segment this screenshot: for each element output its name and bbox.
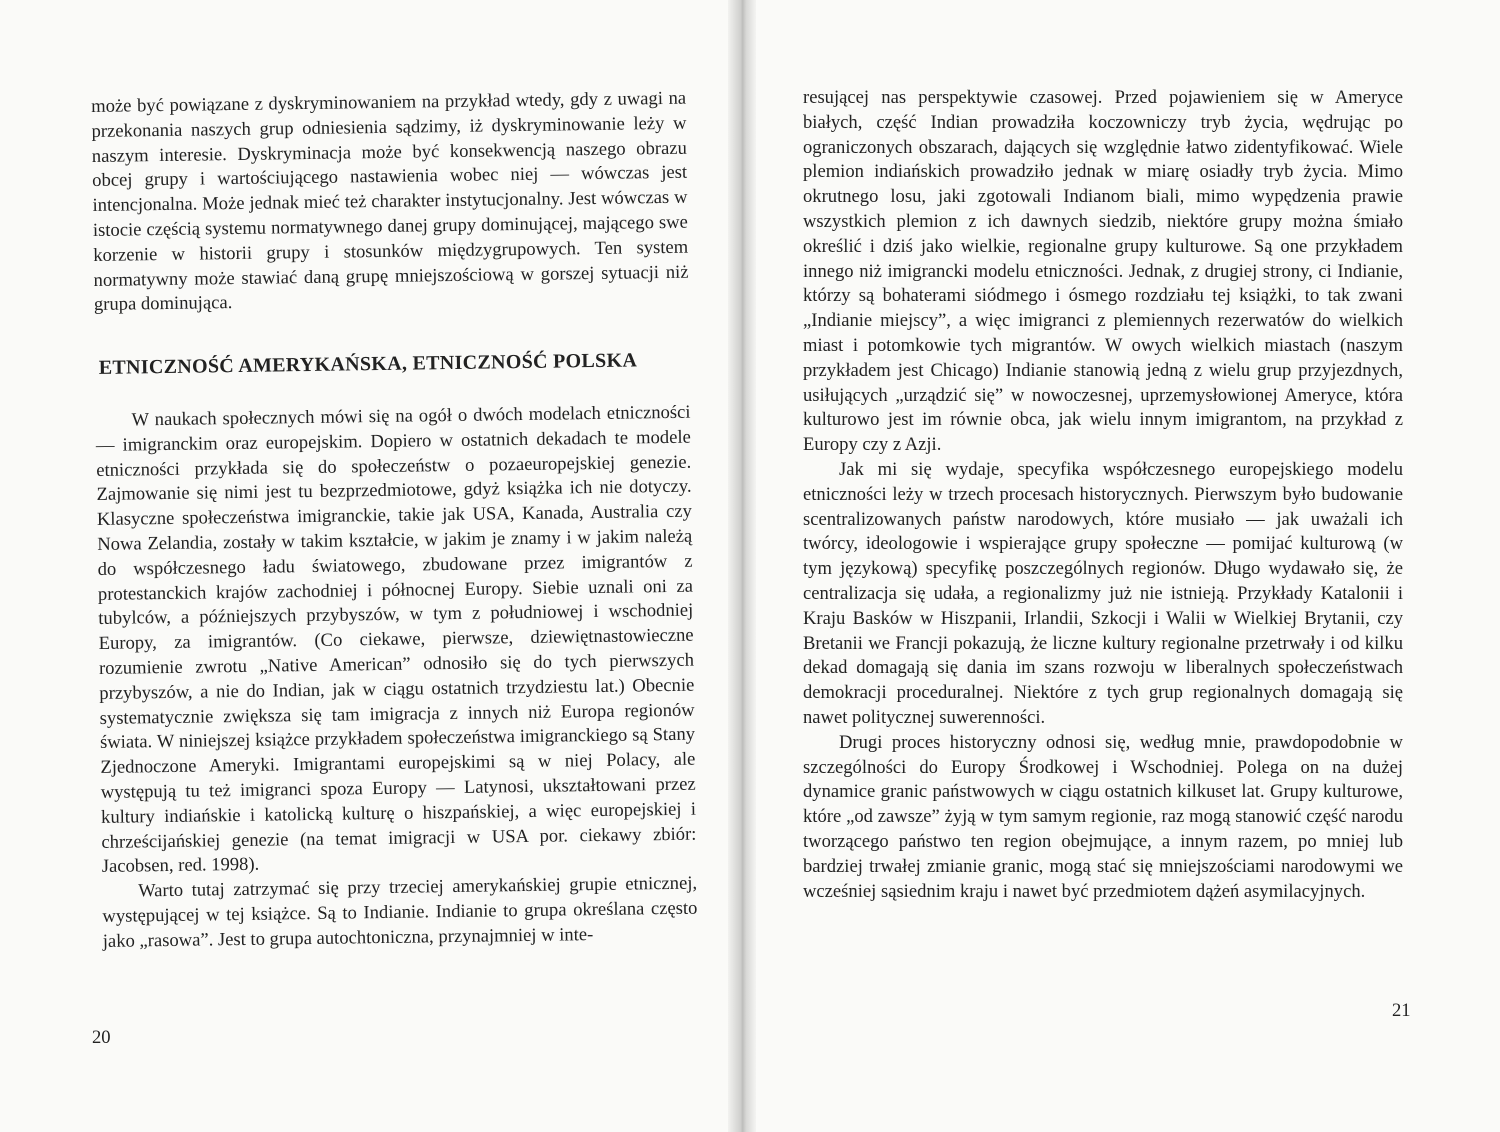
right-paragraph-2: Jak mi się wydaje, specyfika współczesnego europejskiego modelu etniczności leży w trzech procesach historycznych. Pierwszym było budowanie scentralizowanych państw narodowych, które musiało — jak uważali ich twórcy, ideologowie i wspierające grupy społeczne — pomijać kulturową (w tym językową) specyfikę poszczególnych regionów. Długo wydawało się, że centralizacja się udała, a regionalizmy już nie istnieją. Przykłady Katalonii i Kraju Basków w Hiszpanii, Irlandii, Szkocji i Walii w Wielkiej Brytanii, czy Bretanii we Francji pokazują, że liczne kultury regionalne przetrwały i od kilku dekad domagają się dania im szans rozwoju w liberalnych społeczeństwach demokracji proceduralnej. Niektóre z tych grup regionalnych domagają się nawet politycznej suwerenności. <box>803 458 1403 728</box>
book-gutter <box>728 0 756 1132</box>
left-paragraph-1: może być powiązane z dyskryminowaniem na przykład wtedy, gdy z uwagi na przekonania naszych grup odniesienia sądzimy, iż dyskryminowanie leży w naszym interesie. Dyskryminacja może być konsekwencją naszego obrazu obcej grupy i wartościującego nastawienia wobec niej — wówczas jest intencjonalna. Może jednak mieć też charakter instytucjonalny. Jest wówczas w istocie częścią systemu normatywnego danej grupy dominującej, mającego swe korzenie w historii grupy i stosunków międzygrupowych. Ten system normatywny może stawiać daną grupę mniejszościową w gorszej sytuacji niż grupa dominująca. <box>91 87 689 316</box>
page-number-right: 21 <box>1392 1000 1411 1021</box>
right-page-text <box>803 86 1403 904</box>
section-heading: ETNICZNOŚĆ AMERYKAŃSKA, ETNICZNOŚĆ POLSKA <box>98 349 638 380</box>
right-page <box>742 0 1500 1132</box>
left-paragraph-2: W naukach społecznych mówi się na ogół o dwóch modelach etniczności — imigranckim oraz europejskim. Dopiero w ostatnich dekadach te modele etniczności przykłada się do społeczeństw o pozaeuropejskiej genezie. Zajmowanie się nimi jest tu bezprzedmiotowe, gdyż książka ich nie dotyczy. Klasyczne społeczeństwa imigranckie, takie jak USA, Kanada, Australia czy Nowa Zelandia, zostały w takim kształcie, w jakim je znamy i w jakim należą do współczesnego ładu światowego, zbudowane przez imigrantów z protestanckich krajów zachodniej i północnej Europy. Siebie uznali oni za tubylców, a późniejszych przybyszów, w tym z południowej i wschodniej Europy, za imigrantów. (Co ciekawe, pierwsze, dziewiętnastowieczne rozumienie zwrotu „Native American” odnosiło się do tych pierwszych przybyszów, a nie do Indian, jak w ciągu ostatnich trzydziestu lat.) Obecnie systematycznie zwiększa się tam imigracja z innych niż Europa regionów świata. W niniejszej książce przykładem społeczeństwa imigranckiego są Stany Zjednoczone Ameryki. Imigrantami europejskimi są w niej Polacy, ale występują tu też imigranci spoza Europy — Latynosi, ukształtowani przez kultury indiańskie i katolicką kulturę o hiszpańskiej, a więc europejskiej i chrześcijańskiej genezie (na temat imigracji w USA por. ciekawy zbiór: Jacobsen, red. 1998). <box>95 401 697 878</box>
right-paragraph-1: resującej nas perspektywie czasowej. Przed pojawieniem się w Ameryce białych, część Indian prowadziła koczowniczy tryb życia, wędrując po ograniczonych obszarach, dających się względnie łatwo zidentyfikować. Wiele plemion indiańskich prowadziło jednak w miarę osiadły tryb życia. Mimo okrutnego losu, jaki zgotowali Indianom biali, mimo wypędzenia prawie wszystkich plemion z ich dawnych siedzib, niektóre grupy można śmiało określić i dziś jako wielkie, regionalne grupy kulturowe. Są one przykładem innego niż imigrancki modelu etniczności. Jednak, z drugiej strony, ci Indianie, którzy są bohaterami siódmego i ósmego rozdziału tej książki, to tak zwani „Indianie miejscy”, a więc imigranci z plemiennych rezerwatów do wielkich miast i potomkowie tych migrantów. W owych wielkich miastach (naszym przykładem jest Chicago) Indianie stanowią jedną z wielu grup przyjezdnych, usiłujących „urządzić się” w nowoczesnej, uprzemysłowionej Ameryce, która kulturowo jest im równie obca, jak wielu innym imigrantom, na przykład z Europy czy z Azji. <box>803 87 1403 456</box>
right-paragraph-3: Drugi proces historyczny odnosi się, według mnie, prawdopodobnie w szczególności do Europy Środkowej i Wschodniej. Polega on na dużej dynamice granic państwowych w ciągu ostatnich kilkuset lat. Grupy kulturowe, które „od zawsze” żyją w tym samym regionie, raz mogą stanowić część narodu tworzącego państwo ten region obejmujące, a innym razem, po mniej lub bardziej trwałej zmianie granic, mogą stać się mniejszościami narodowymi we wcześniej sąsiednim kraju i nawet być przedmiotem dążeń asymilacyjnych. <box>803 731 1403 902</box>
left-page <box>0 0 742 1132</box>
left-paragraph-3: Warto tutaj zatrzymać się przy trzeciej amerykańskiej grupie etnicznej, występującej w tej książce. Są to Indianie. Indianie to grupa określana często jako „rasowa”. Jest to grupa autochtoniczna, przynajmniej w inte- <box>102 872 698 952</box>
left-page-text <box>91 87 698 955</box>
page-number-left: 20 <box>92 1027 111 1048</box>
